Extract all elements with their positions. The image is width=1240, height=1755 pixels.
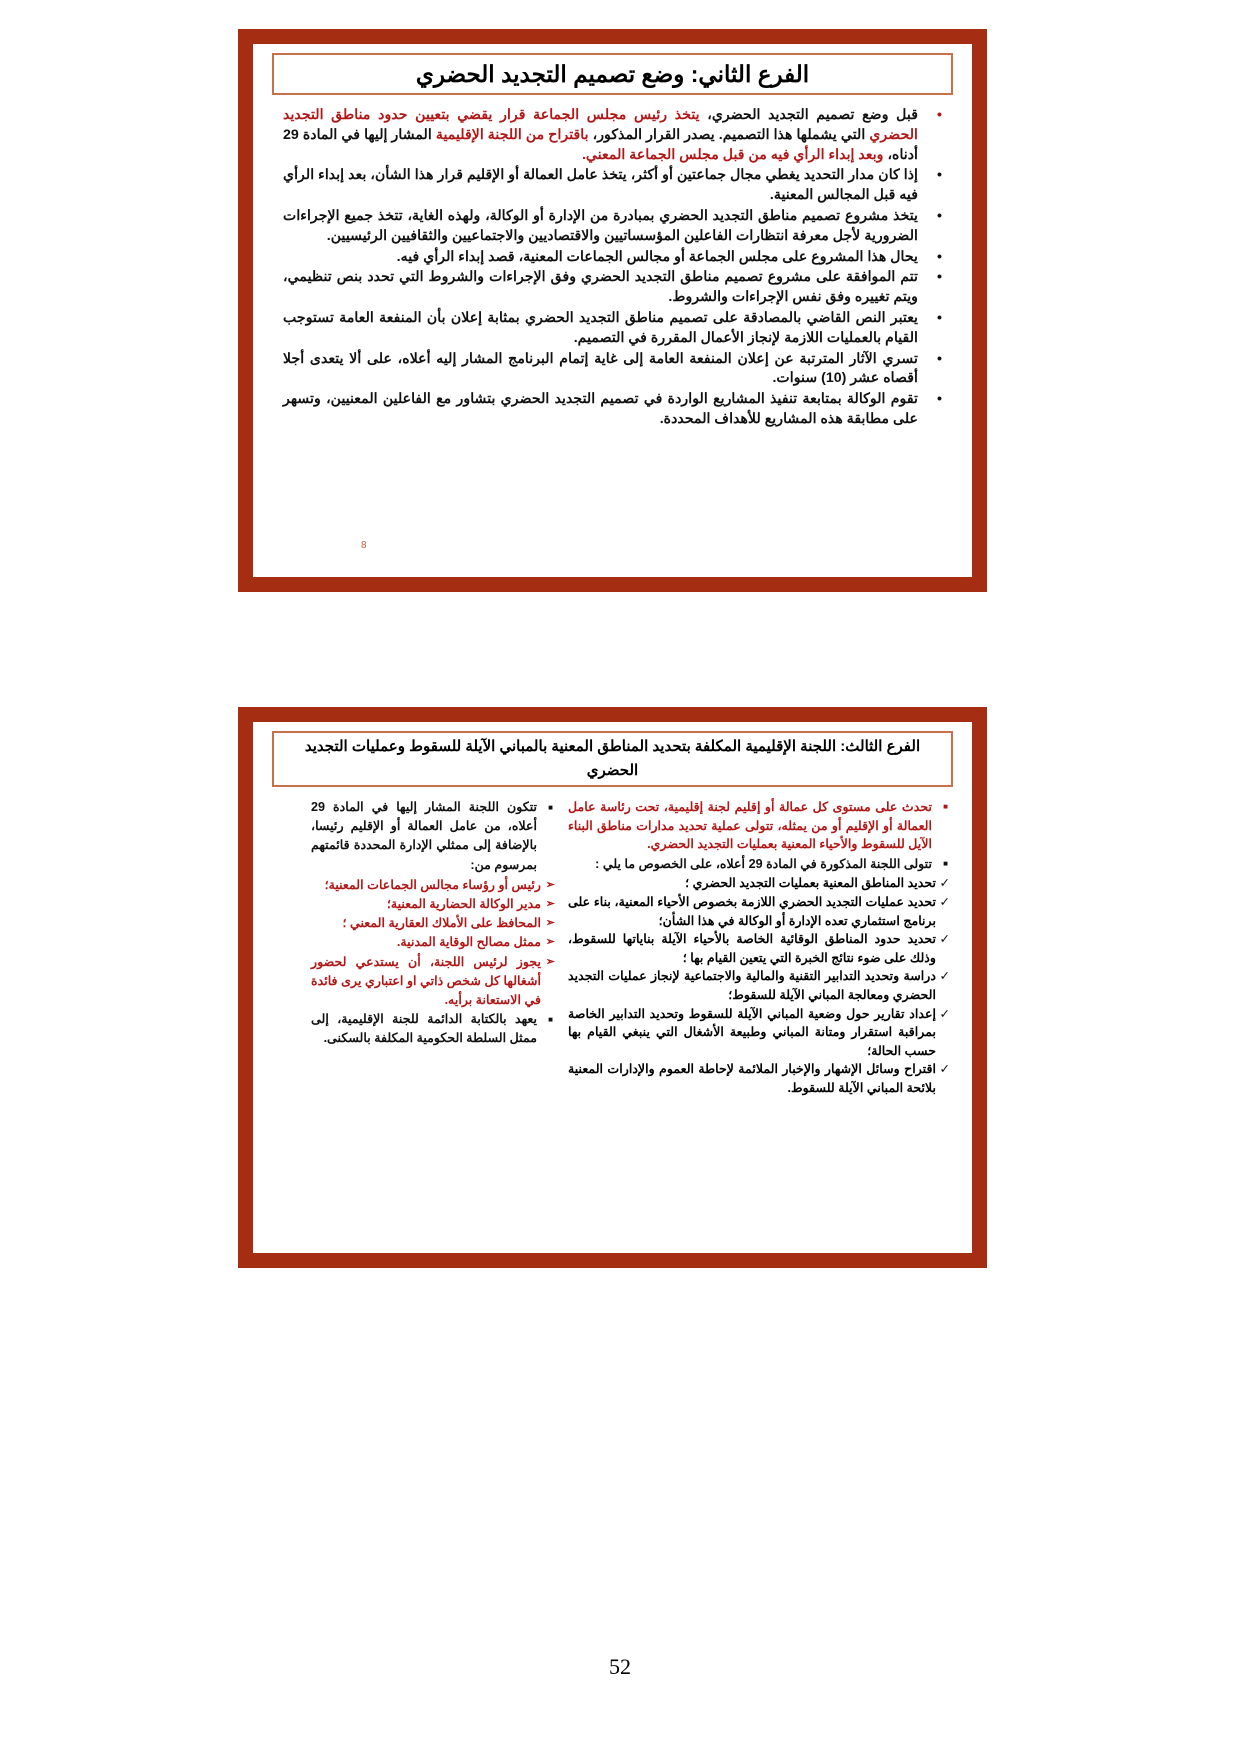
slide-content: [253, 44, 972, 577]
slide-frame: [238, 707, 987, 1268]
bullet-text: تتولى اللجنة المذكورة في المادة 29 أعلاه، على الخصوص ما يلي :: [595, 856, 932, 871]
check-item: ✓ اقتراح وسائل الإشهار والإخبار الملائمة لإحاطة العموم والإدارات المعنية بلائحة المباني الآيلة للسقوط.: [568, 1060, 950, 1097]
slide-title: الفرع الثالث: اللجنة الإقليمية المكلفة بتحديد المناطق المعنية بالمباني الآيلة للسقوط وعمليات التجديد الحضري: [272, 731, 953, 787]
member-item: ➢ يجوز لرئيس اللجنة، أن يستدعي لحضور أشغالها كل شخص ذاتي او اعتباري يرى فائدة في الاستعانة برأيه.: [311, 953, 555, 1011]
member-item: ➢ مدير الوكالة الحضارية المعنية؛: [311, 895, 555, 914]
bullet-item: [568, 855, 950, 874]
slide-title: الفرع الثاني: وضع تصميم التجديد الحضري: [272, 53, 953, 95]
text-segment: قبل وضع تصميم التجديد الحضري،: [699, 107, 918, 123]
bullet-item: • إذا كان مدار التحديد يغطي مجال جماعتين أو أكثر، يتخذ عامل العمالة أو الإقليم قرار هذا الشأن، بعد إبداء الرأي فيه قبل المجالس المعنية.: [283, 166, 946, 206]
right-column: [568, 798, 950, 1098]
text-segment: التي يشملها هذا التصميم. يصدر القرار المذكور،: [588, 126, 870, 143]
highlighted-text: يتخذ رئيس مجلس الجماعة قرار يقضي بتعيين حدود مناطق التجديد الحضري: [283, 107, 918, 143]
bullet-item: • تقوم الوكالة بمتابعة تنفيذ المشاريع الواردة في تصميم التجديد الحضري بتشاور مع الفاعلين المعنيين، وتسهر على مطابقة هذه المشاريع للأهداف المحددة.: [283, 390, 946, 430]
bullet-item: ■ تتكون اللجنة المشار إليها في المادة 29 أعلاه، من عامل العمالة أو الإقليم رئيسا، بالإضافة إلى ممثلي الإدارة المحددة قائمتهم بمرسوم من:: [311, 798, 555, 875]
slide-frame: [238, 29, 987, 592]
member-item: ➢ المحافظ على الأملاك العقارية المعني ؛: [311, 914, 555, 933]
bullet-item: • يعتبر النص القاضي بالمصادقة على تصميم مناطق التجديد الحضري بمثابة إعلان بأن المنفعة العامة تستوجب القيام بالعمليات اللازمة لإنجاز الأعمال المقررة في التصميم.: [283, 309, 946, 349]
check-item: ✓ تحديد عمليات التجديد الحضري اللازمة بخصوص الأحياء المعنية، بناء على برنامج استثماري تعده الإدارة أو الوكالة في هذا الشأن؛: [568, 893, 950, 930]
check-item: ✓ تحديد المناطق المعنية بعمليات التجديد الحضري ؛: [568, 874, 950, 893]
page-number: 52: [609, 1654, 631, 1679]
bullet-item: • يتخذ مشروع تصميم مناطق التجديد الحضري بمبادرة من الإدارة أو الوكالة، ولهذه الغاية، تتخذ جميع الإجراءات الضرورية لأجل معرفة انتظارات الفاعلين المؤسساتيين والاقتصاديين والاجتماعيين والثقافيين الرئيسيين.: [283, 207, 946, 247]
member-list: [311, 876, 555, 1010]
check-item: ✓ تحديد حدود المناطق الوقائية الخاصة بالأحياء الآيلة بناياتها للسقوط، وذلك على ضوء نتائج الخبرة التي يتعين القيام بها ؛: [568, 930, 950, 967]
highlighted-text: باقتراح من اللجنة الإقليمية: [435, 126, 589, 143]
check-item: ✓ دراسة وتحديد التدابير التقنية والمالية والاجتماعية لإنجاز عمليات التجديد الحضري ومعالجة المباني الآيلة للسقوط؛: [568, 967, 950, 1004]
left-column: [311, 798, 555, 1050]
member-item: ➢ رئيس أو رؤساء مجالس الجماعات المعنية؛: [311, 876, 555, 895]
text-segment: المشار إليها في المادة 29 أدناه،: [283, 126, 918, 163]
bullet-item: [283, 106, 946, 165]
check-item: ✓ إعداد تقارير حول وضعية المباني الآيلة للسقوط وتحديد التدابير الخاصة بمراقبة استقرار ومتانة المباني وطبيعة الأشغال التي ينبغي القيام بها حسب الحالة؛: [568, 1005, 950, 1061]
bullet-list: [283, 106, 946, 431]
member-item: ➢ ممثل مصالح الوقاية المدنية.: [311, 933, 555, 952]
bullet-list: [311, 798, 555, 875]
checklist: [568, 874, 950, 1097]
bullet-item: ■ يعهد بالكتابة الدائمة للجنة الإقليمية، إلى ممثل السلطة الحكومية المكلفة بالسكنى.: [311, 1010, 555, 1048]
slide-content: [253, 722, 972, 1253]
bullet-item: • يحال هذا المشروع على مجلس الجماعة أو مجالس الجماعات المعنية، قصد إبداء الرأي فيه.: [283, 248, 946, 268]
bullet-item: • تتم الموافقة على مشروع تصميم مناطق التجديد الحضري وفق الإجراءات والشروط التي تحدد بنص تنظيمي، ويتم تغييره وفق نفس الإجراءات والشروط.: [283, 268, 946, 308]
highlighted-text: وبعد إبداء الرأي فيه من قبل مجلس الجماعة المعني.: [581, 146, 884, 163]
bullet-item: • تسري الآثار المترتبة عن إعلان المنفعة العامة إلى غاية إتمام البرنامج المشار إليه أعلاه، على ألا يتعدى أجلا أقصاه عشر (10) سنوات.: [283, 350, 946, 390]
bullet-item: ■ تحدث على مستوى كل عمالة أو إقليم لجنة إقليمية، تحت رئاسة عامل العمالة أو الإقليم أو من يمثله، تتولى عملية تحديد مدارات مناطق البناء الآيل للسقوط والأحياء المعنية بعمليات التجديد الحضري.: [568, 798, 950, 854]
slide-number: 8: [361, 540, 367, 551]
bullet-list: [568, 798, 950, 873]
bullet-list: [311, 1010, 555, 1048]
